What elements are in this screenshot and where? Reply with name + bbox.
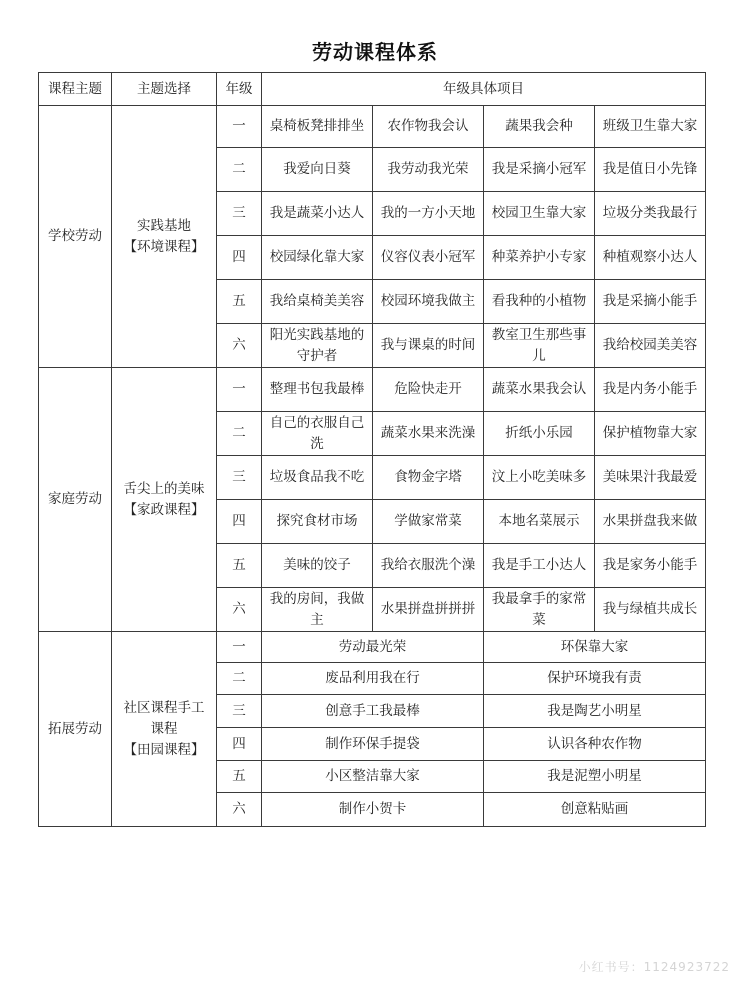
- grade-cell: 五: [217, 280, 262, 324]
- project-cell: 垃圾食品我不吃: [262, 456, 373, 500]
- project-cell: 我是蔬菜小达人: [262, 192, 373, 236]
- section-choice: [112, 632, 217, 827]
- project-cell: 美味果汁我最爱: [595, 456, 706, 500]
- project-cell: 我最拿手的家常菜: [484, 588, 595, 632]
- project-cell: 我是陶艺小明星: [484, 695, 706, 728]
- grade-cell: 四: [217, 236, 262, 280]
- project-cell: 我是手工小达人: [484, 544, 595, 588]
- grade-cell: 六: [217, 588, 262, 632]
- project-cell: 保护植物靠大家: [595, 412, 706, 456]
- grade-cell: 一: [217, 368, 262, 412]
- page-title: 劳动课程体系: [312, 40, 438, 64]
- header-items: 年级具体项目: [262, 73, 706, 106]
- project-cell: 蔬菜水果我会认: [484, 368, 595, 412]
- table-row: [39, 106, 706, 148]
- grade-cell: 五: [217, 544, 262, 588]
- header-choice: 主题选择: [112, 73, 217, 106]
- project-cell: 我的房间，我做主: [262, 588, 373, 632]
- section-choice-name: 实践基地: [137, 217, 191, 234]
- project-cell: 我是家务小能手: [595, 544, 706, 588]
- project-cell: 折纸小乐园: [484, 412, 595, 456]
- grade-cell: 六: [217, 324, 262, 368]
- project-cell: 整理书包我最棒: [262, 368, 373, 412]
- project-cell: 制作环保手提袋: [262, 728, 484, 761]
- project-cell: 农作物我会认: [373, 106, 484, 148]
- project-cell: 环保靠大家: [484, 632, 706, 663]
- grade-cell: 五: [217, 761, 262, 793]
- grade-cell: 三: [217, 456, 262, 500]
- grade-cell: 一: [217, 632, 262, 663]
- project-cell: 探究食材市场: [262, 500, 373, 544]
- grade-cell: 三: [217, 192, 262, 236]
- project-cell: 垃圾分类我最行: [595, 192, 706, 236]
- section-choice-course: 【环境课程】: [123, 238, 205, 255]
- project-cell: 我的一方小天地: [373, 192, 484, 236]
- project-cell: 我劳动我光荣: [373, 148, 484, 192]
- grade-cell: 四: [217, 728, 262, 761]
- project-cell: 阳光实践基地的守护者: [262, 324, 373, 368]
- project-cell: 教室卫生那些事儿: [484, 324, 595, 368]
- project-cell: 废品利用我在行: [262, 663, 484, 695]
- project-cell: 仪容仪表小冠军: [373, 236, 484, 280]
- project-cell: 看我种的小植物: [484, 280, 595, 324]
- project-cell: 我与课桌的时间: [373, 324, 484, 368]
- section-choice: [112, 368, 217, 632]
- project-cell: 美味的饺子: [262, 544, 373, 588]
- grade-cell: 二: [217, 663, 262, 695]
- section-choice-course: 【田园课程】: [123, 741, 205, 758]
- project-cell: 自己的衣服自己洗: [262, 412, 373, 456]
- project-cell: 保护环境我有责: [484, 663, 706, 695]
- project-cell: 食物金字塔: [373, 456, 484, 500]
- project-cell: 我给桌椅美美容: [262, 280, 373, 324]
- section-theme: 拓展劳动: [39, 632, 112, 827]
- project-cell: 蔬果我会种: [484, 106, 595, 148]
- project-cell: 班级卫生靠大家: [595, 106, 706, 148]
- project-cell: 劳动最光荣: [262, 632, 484, 663]
- section-choice-name: 舌尖上的美味: [123, 480, 205, 497]
- project-cell: 桌椅板凳排排坐: [262, 106, 373, 148]
- project-cell: 蔬菜水果来洗澡: [373, 412, 484, 456]
- section-choice-name: 社区课程手工课程: [123, 699, 205, 737]
- header-grade: 年级: [217, 73, 262, 106]
- grade-cell: 二: [217, 148, 262, 192]
- project-cell: 危险快走开: [373, 368, 484, 412]
- project-cell: 创意手工我最棒: [262, 695, 484, 728]
- project-cell: 水果拼盘拼拼拼: [373, 588, 484, 632]
- watermark: 小红书号：1124923722: [578, 960, 730, 974]
- section-theme: 家庭劳动: [39, 368, 112, 632]
- table-body: [39, 106, 706, 827]
- table-row: [39, 632, 706, 663]
- section-choice: [112, 106, 217, 368]
- project-cell: 制作小贺卡: [262, 793, 484, 827]
- project-cell: 我是值日小先锋: [595, 148, 706, 192]
- project-cell: 我给校园美美容: [595, 324, 706, 368]
- project-cell: 汶上小吃美味多: [484, 456, 595, 500]
- project-cell: 校园卫生靠大家: [484, 192, 595, 236]
- project-cell: 我是泥塑小明星: [484, 761, 706, 793]
- grade-cell: 二: [217, 412, 262, 456]
- header-row: [39, 73, 706, 106]
- curriculum-table: [38, 72, 706, 827]
- project-cell: 创意粘贴画: [484, 793, 706, 827]
- header-theme: 课程主题: [39, 73, 112, 106]
- project-cell: 校园环境我做主: [373, 280, 484, 324]
- grade-cell: 三: [217, 695, 262, 728]
- project-cell: 认识各种农作物: [484, 728, 706, 761]
- grade-cell: 一: [217, 106, 262, 148]
- project-cell: 我爱向日葵: [262, 148, 373, 192]
- project-cell: 我是内务小能手: [595, 368, 706, 412]
- section-choice-course: 【家政课程】: [123, 501, 205, 518]
- project-cell: 我是采摘小冠军: [484, 148, 595, 192]
- project-cell: 校园绿化靠大家: [262, 236, 373, 280]
- project-cell: 种植观察小达人: [595, 236, 706, 280]
- project-cell: 本地名菜展示: [484, 500, 595, 544]
- project-cell: 我是采摘小能手: [595, 280, 706, 324]
- grade-cell: 四: [217, 500, 262, 544]
- section-theme: 学校劳动: [39, 106, 112, 368]
- project-cell: 学做家常菜: [373, 500, 484, 544]
- project-cell: 我给衣服洗个澡: [373, 544, 484, 588]
- grade-cell: 六: [217, 793, 262, 827]
- project-cell: 我与绿植共成长: [595, 588, 706, 632]
- project-cell: 水果拼盘我来做: [595, 500, 706, 544]
- table-row: [39, 368, 706, 412]
- project-cell: 小区整洁靠大家: [262, 761, 484, 793]
- project-cell: 种菜养护小专家: [484, 236, 595, 280]
